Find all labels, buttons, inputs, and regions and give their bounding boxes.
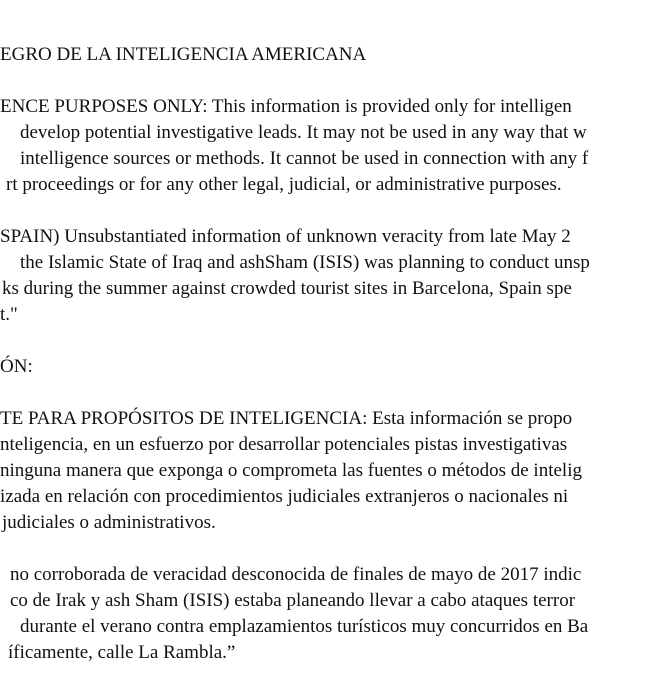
spanish-notice-line: TE PARA PROPÓSITOS DE INTELIGENCIA: Esta información se propo (0, 408, 573, 429)
spanish-notice-line: izada en relación con procedimientos judiciales extranjeros o nacionales ni (0, 486, 569, 507)
english-report-line: the Islamic State of Iraq and ashSham (ISIS) was planning to conduct unsp (20, 252, 590, 273)
english-notice-line: ENCE PURPOSES ONLY: This information is provided only for intelligen (0, 96, 572, 117)
spanish-report-line: no corroborada de veracidad desconocida de finales de mayo de 2017 indic (10, 564, 582, 585)
document-title: EGRO DE LA INTELIGENCIA AMERICANA (0, 44, 367, 65)
english-notice-line: develop potential investigative leads. It may not be used in any way that w (20, 122, 587, 143)
english-notice-line: rt proceedings or for any other legal, judicial, or administrative purposes. (6, 174, 562, 195)
spanish-heading: ÓN: (0, 356, 33, 377)
spanish-notice-line: judiciales o administrativos. (2, 512, 216, 533)
spanish-report-line: durante el verano contra emplazamientos turísticos muy concurridos en Ba (20, 616, 589, 637)
english-report-line: ks during the summer against crowded tourist sites in Barcelona, Spain spe (2, 278, 572, 299)
spanish-notice-line: ninguna manera que exponga o comprometa las fuentes o métodos de intelig (0, 460, 582, 481)
english-notice-line: intelligence sources or methods. It cannot be used in connection with any f (20, 148, 589, 169)
spanish-report-line: co de Irak y ash Sham (ISIS) estaba planeando llevar a cabo ataques terror (10, 590, 576, 611)
english-report-line: t." (0, 304, 18, 325)
english-report-line: SPAIN) Unsubstantiated information of unknown veracity from late May 2 (0, 226, 571, 247)
spanish-notice-line: nteligencia, en un esfuerzo por desarrollar potenciales pistas investigativas (0, 434, 568, 455)
spanish-report-line: íficamente, calle La Rambla.” (8, 642, 236, 663)
